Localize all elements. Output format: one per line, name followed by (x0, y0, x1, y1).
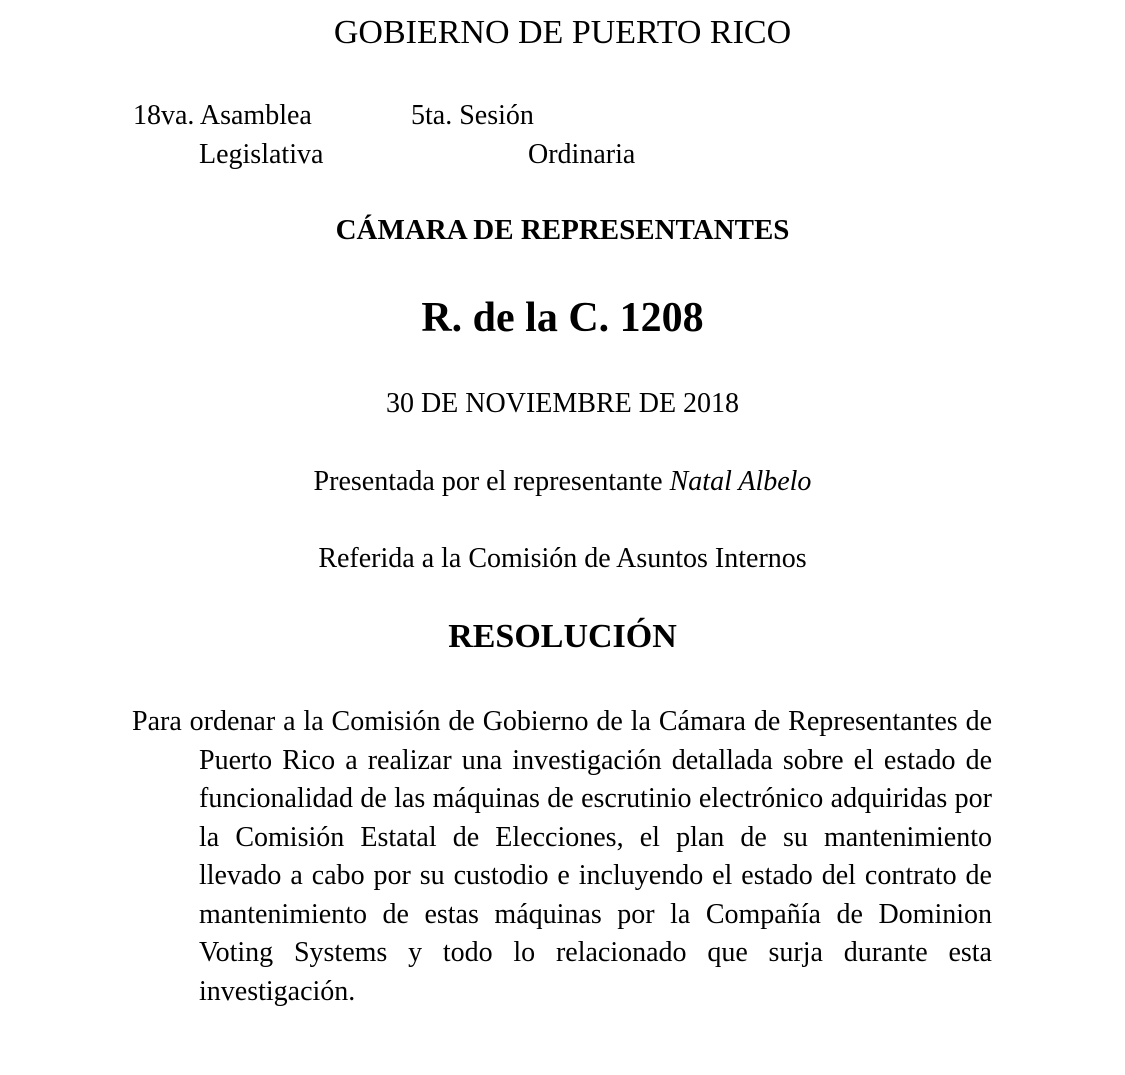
session-line-1: 5ta. Sesión (411, 100, 534, 131)
assembly-line-2: Legislativa (199, 139, 324, 170)
resolution-number: R. de la C. 1208 (421, 295, 704, 341)
referred-to-line: Referida a la Comisión de Asuntos Internos (318, 543, 807, 574)
government-heading: GOBIERNO DE PUERTO RICO (333, 14, 792, 51)
resolution-body: Para ordenar a la Comisión de Gobierno de la Cámara de Representantes de Puerto Rico a realizar una investigación detallada sobre el estado de funcionalidad de las máquinas de escrutinio electrónico adquiridas por la Comisión Estatal de Elecciones, el plan de su mantenimiento llevado a cabo por su custodio e incluyendo el estado del contrato de mantenimiento de estas máquinas por la Compañía de Dominion Voting Systems y todo lo relacionado que surja durante esta investigación. (132, 706, 992, 1007)
session-line-2: Ordinaria (528, 139, 636, 170)
representative-name: Natal Albelo (669, 466, 812, 497)
resolution-date: 30 DE NOVIEMBRE DE 2018 (385, 388, 740, 419)
presented-prefix: Presentada por el representante (313, 466, 670, 497)
document-type-heading: RESOLUCIÓN (448, 618, 677, 655)
chamber-heading: CÁMARA DE REPRESENTANTES (335, 214, 790, 246)
assembly-line-1: 18va. Asamblea (133, 100, 312, 131)
presented-by-line (0, 466, 1125, 498)
